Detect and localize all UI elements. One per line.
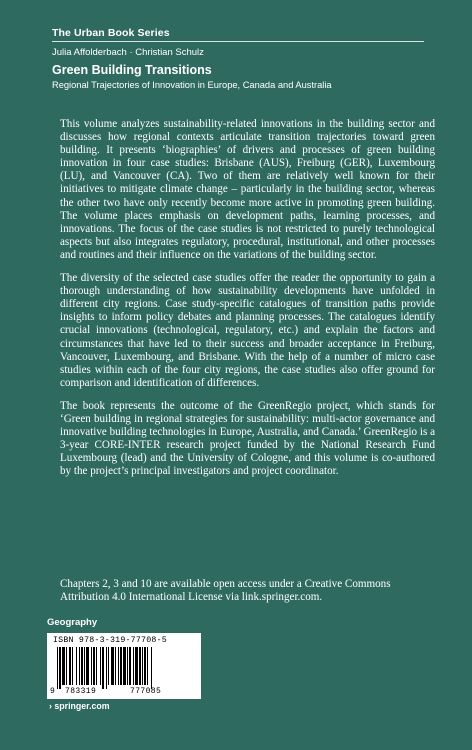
barcode-digits-right: 777085: [130, 687, 162, 696]
barcode-panel: [47, 633, 201, 699]
barcode-icon: [57, 647, 193, 689]
isbn-text: ISBN 978-3-319-77708-5: [53, 636, 167, 645]
barcode-digit-first: 9: [50, 687, 55, 696]
barcode-digits-left: 783319: [65, 687, 97, 696]
header-rule: [52, 41, 424, 42]
book-subtitle: Regional Trajectories of Innovation in Europe, Canada and Australia: [52, 80, 332, 90]
authors: Julia Affolderbach · Christian Schulz: [52, 47, 204, 58]
blurb-paragraph-3: The book represents the outcome of the GreenRegio project, which stands for ‘Green building in regional strategies for sustainability: multi-actor governance and innovative building technologies in Europe, Australia, and Canada.’ GreenRegio is a 3-year CORE-INTER research project funded by the National Research Fund Luxembourg (lead) and the University of Cologne, and this volume is co-authored by the project’s principal investigators and project coordinator.: [60, 399, 435, 478]
series-name: The Urban Book Series: [52, 27, 170, 39]
book-title: Green Building Transitions: [52, 63, 212, 77]
subject-category: Geography: [47, 617, 98, 628]
blurb: [60, 118, 435, 488]
blurb-paragraph-2: The diversity of the selected case studies offer the reader the opportunity to gain a thorough understanding of how sustainability developments have unfolded in different city regions. Case study-specific catalogues of transition paths provide insights to inform policy debates and planning processes. The catalogues identify crucial innovations (technological, regulatory, etc.) and explain the factors and circumstances that have led to their success and broader acceptance in Freiburg, Vancouver, Luxembourg, and Brisbane. With the help of a number of micro case studies within each of the four city regions, the case studies also offer ground for comparison and identification of differences.: [60, 272, 435, 389]
publisher-link[interactable]: › springer.com: [49, 701, 110, 711]
open-access-note: Chapters 2, 3 and 10 are available open access under a Creative Commons Attribution 4.0 International License via link.springer.com.: [60, 578, 391, 604]
blurb-paragraph-1: This volume analyzes sustainability-related innovations in the building sector and discusses how regional contexts articulate transition trajectories toward green building. It presents ‘biographies’ of drivers and processes of green building innovation in four case studies: Brisbane (AUS), Freiburg (GER), Luxembourg (LU), and Vancouver (CA). Two of them are relatively well known for their initiatives to mitigate climate change – particularly in the building sector, whereas the other two have only recently become more active in promoting green building. The volume places emphasis on development paths, learning processes, and innovations. The focus of the case studies is not restricted to purely technological aspects but also integrates regulatory, procedural, institutional, and other processes and routines and their influence on the variations of the building sector.: [60, 118, 435, 261]
